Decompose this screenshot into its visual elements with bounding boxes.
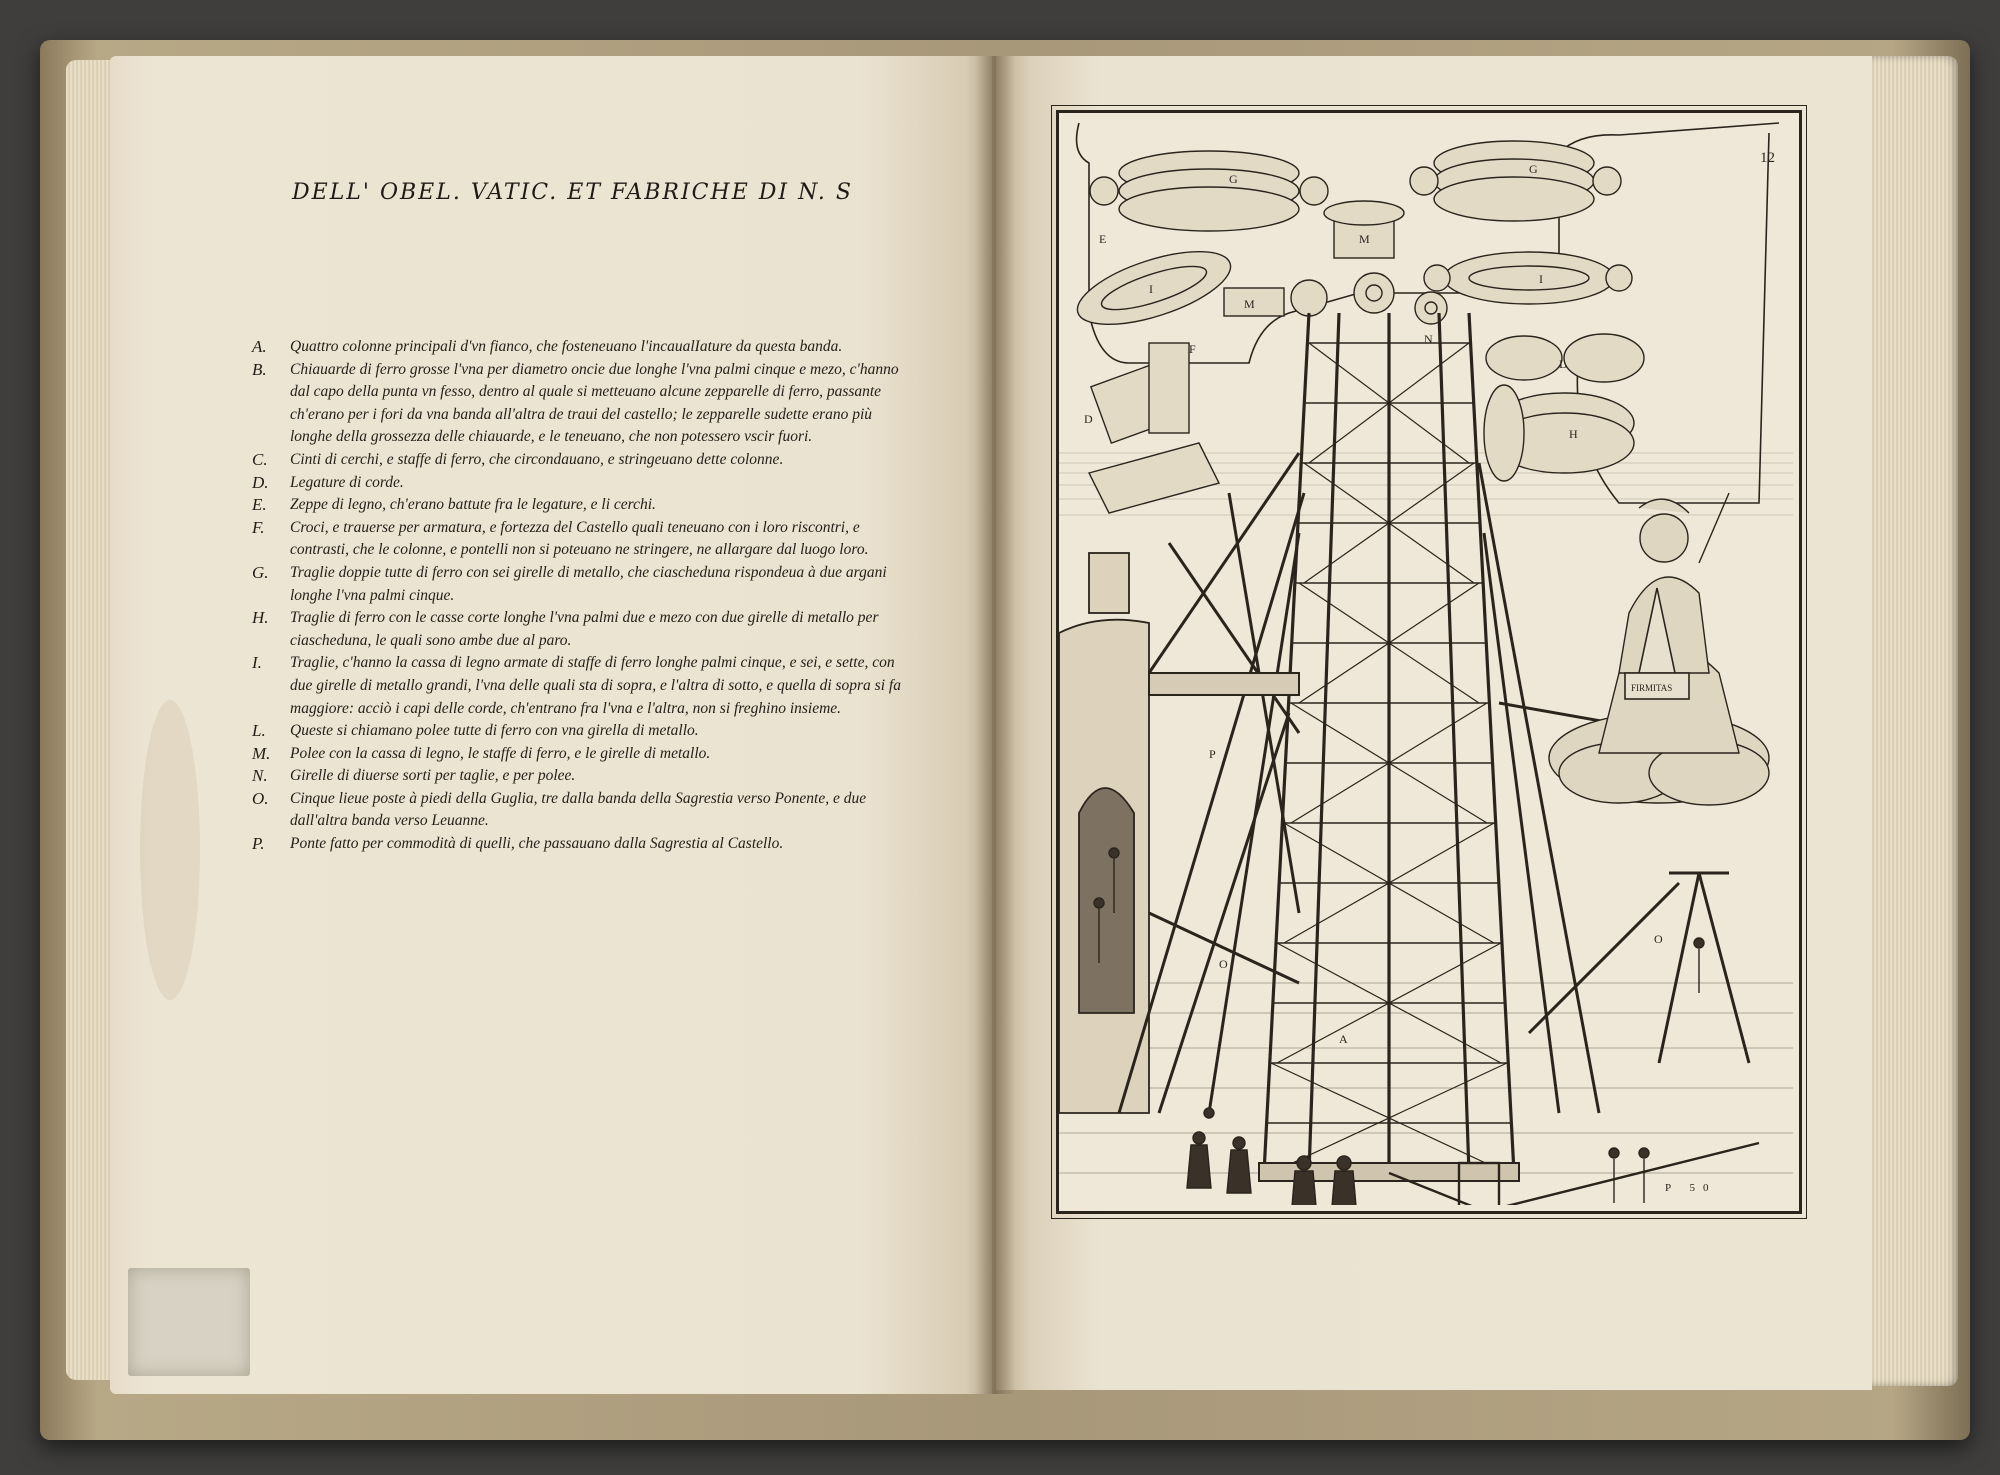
legend-text: Ponte fatto per commodità di quelli, che passauano dalla Sagrestia al Castello. [290,835,784,853]
legend-entry-h [252,607,902,652]
legend-letter: L. [252,721,266,741]
legend-text: Croci, e trauerse per armatura, e fortezza del Castello quali teneuano con i loro riscontri, e contrasti, che le colonne, e pontelli non si poteuano ne stringere, ne allargare dal luogo loro. [290,518,869,559]
legend-entry-n [252,765,902,788]
legend-text: Girelle di diuerse sorti per taglie, e per polee. [290,767,576,785]
legend-list [252,336,902,856]
legend-letter: D. [252,472,269,492]
plate-letter-d: D [1084,412,1093,426]
book-gutter [975,56,1015,1394]
pulley-block-i-right [1424,252,1632,304]
scaffold-tower [1264,313,1514,1173]
plate-letter-m-top: M [1359,232,1370,246]
legend-letter: G. [252,562,269,582]
pulley-block-i-left [1069,237,1238,340]
legend-text: Zeppe di legno, ch'erano battute fra le legature, e li cerchi. [290,496,656,514]
plate-letter-n: N [1424,332,1433,346]
round-building [1059,553,1149,1113]
plate-letter-o-right: O [1654,932,1663,946]
legend-letter: O. [252,788,269,808]
legend-letter: C. [252,449,268,469]
legend-letter: I. [252,653,262,673]
plate-letter-m-low: M [1244,297,1255,311]
lever-o-right [1529,873,1749,1063]
legend-text: Traglie doppie tutte di ferro con sei girelle di metallo, che ciascheduna rispondeua à due argani longhe l'vna palmi cinque. [290,563,887,604]
legend-entry-g [252,562,902,607]
pulley-h-left-box [1089,343,1219,513]
plate-letter-e: E [1099,232,1107,246]
legend-letter: A. [252,337,267,356]
legend-text: Cinti di cerchi, e staffe di ferro, che circondauano, e stringeuano dette colonne. [290,450,784,468]
legend-text: Cinque lieue poste à piedi della Guglia, tre dalla banda della Sagrestia verso Ponente, e due dall'altra banda verso Leuanne. [290,789,867,830]
bridge-p [1149,673,1299,695]
legend-entry-d [252,472,902,495]
legend-text: Chiauarde di ferro grosse l'vna per diametro oncie due longhe l'vna palmi cinque e mezo, c'hanno dal capo della punta vn fesso, dentro al quale si metteuano alcune zepparelle di ferro, passante ch'erano per i fori da vna banda all'altra de traui del castello; le zepparelle sudette erano più longhe della grossezza delle chiauarde, e le teneuano, che non potessero vscir fuori. [290,360,899,446]
plate-letter-p: P [1209,747,1216,761]
page-edges-left [66,60,114,1380]
legend-text: Legature di corde. [290,473,404,491]
legend-text: Traglie, c'hanno la cassa di legno armate di staffe di ferro longhe palmi cinque, e sei, e sette, con due girelle di metallo grandi, l'vna delle quali sta di sopra, e l'altra di sotto, e quella di sopra si fa maggiore: acciò i capi delle corde, ch'entrano fra l'vna e l'altra, non si freghino insieme. [290,654,901,717]
page-edges-right [1866,56,1958,1386]
plate-letter-f: F [1189,342,1196,356]
paper-stain [140,700,200,1000]
legend-letter: E. [252,495,267,515]
legend-text: Polee con la cassa di legno, le staffe di ferro, e le girelle di metallo. [290,744,711,762]
plate-letter-g-left: G [1229,172,1238,186]
legend-letter: M. [252,743,271,763]
legend-entry-a [252,336,902,359]
plate-number: 12 [1760,150,1775,166]
plate-letter-i-left: I [1149,282,1153,296]
legend-text: Quattro colonne principali d'vn fianco, che fosteneuano l'incaualIature da questa banda. [290,338,843,355]
plate-letter-g-right: G [1529,162,1538,176]
pulley-block-g-left [1090,151,1328,231]
legend-entry-i [252,652,902,720]
legend-entry-c [252,449,902,472]
legend-entry-l [252,720,902,743]
plate-letter-a: A [1339,1032,1348,1046]
library-label-sticker [128,1268,250,1376]
pedestal-inscription: FIRMITAS [1631,683,1673,693]
legend-text: Queste si chiamano polee tutte di ferro con vna girella di metallo. [290,722,699,740]
legend-letter: N. [252,766,268,786]
plate-letter-l: L [1559,357,1567,371]
scaffold-engraving [1059,113,1793,1205]
legend-letter: H. [252,608,269,628]
legend-entry-p [252,833,902,856]
scale-label: P 50 [1665,1182,1717,1194]
legend-entry-o [252,788,902,833]
worker-figures [1094,848,1704,1205]
plate-letter-i-right: I [1539,272,1543,286]
legend-letter: B. [252,359,267,379]
legend-entry-e [252,494,902,517]
legend-entry-m [252,743,902,766]
pulley-block-g-right [1410,141,1621,221]
plate-letter-h: H [1569,427,1578,441]
legend-letter: F. [252,517,265,537]
legend-entry-b [252,359,902,449]
legend-text: Traglie di ferro con le casse corte longhe l'vna palmi due e mezo con due girelle di metallo per ciascheduna, le quali sono ambe due al paro. [290,609,879,649]
legend-entry-f [252,517,902,562]
plate-letter-o-left: O [1219,957,1228,971]
legend-letter: P. [252,834,265,854]
page-header: DELL' OBEL. VATIC. ET FABRICHE DI N. S [292,180,853,205]
